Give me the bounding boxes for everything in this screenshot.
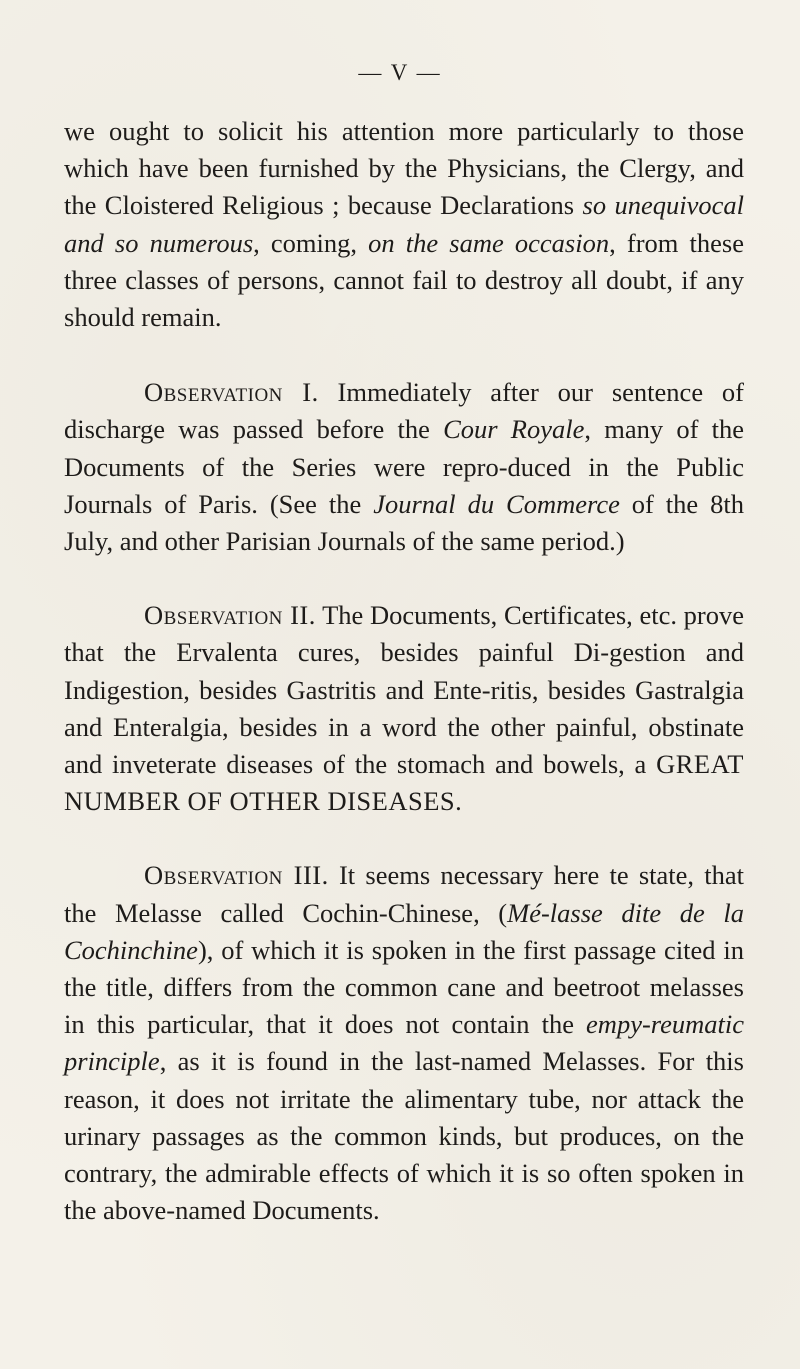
text-run: we ought to solicit his attention more particularly to those which have been furnished by the Physicians, the Clergy, and the Cloistered Religious ; because Declarations xyxy=(64,116,744,221)
emphasis-run: GREAT NUMBER OF OTHER DISEASES. xyxy=(64,749,744,817)
text-run: , coming, xyxy=(253,227,369,258)
paragraph-observation-3 xyxy=(64,857,744,1229)
page-number: — V — xyxy=(358,60,442,85)
observation-label: Observation III. xyxy=(144,860,329,891)
observation-label: Observation I. xyxy=(144,377,319,408)
text-run: Immediately after our sentence of discharge was passed before the xyxy=(64,377,744,445)
italic-run: Journal du Commerce xyxy=(373,488,620,519)
text-run: The Documents, Certificates, etc. prove that the Ervalenta cures, besides painful Di-gestion and Indigestion, besides Gastritis and Ente-ritis, besides Gastralgia and Enteralgia, besides in a word the other painful, obstinate and inveterate diseases of the stomach and bowels, a xyxy=(64,600,745,780)
italic-run: on the same occasion xyxy=(368,227,610,258)
italic-run: Mé-lasse dite de la Cochinchine xyxy=(64,897,745,965)
body-text xyxy=(64,113,744,1266)
paragraph-observation-1 xyxy=(64,374,744,560)
paragraph-intro xyxy=(64,113,744,336)
paragraph-observation-2 xyxy=(64,597,744,820)
text-run: , from these three classes of persons, cannot fail to destroy all doubt, if any should remain. xyxy=(64,227,744,333)
text-run: , as it is found in the last-named Melasses. For this reason, it does not irritate the alimentary tube, nor attack the urinary passages as the common kinds, but produces, on the contrary, the admirable effects of which it is so often spoken in the above-named Documents. xyxy=(64,1046,744,1226)
text-run: It seems necessary here te state, that the Melasse called Cochin-Chinese, ( xyxy=(64,860,744,928)
observation-label: Observation II. xyxy=(144,600,316,631)
italic-run: empy-reumatic principle xyxy=(64,1009,744,1077)
text-run: ), of which it is spoken in the first passage cited in the title, differs from the common cane and beetroot melasses in this particular, that it does not contain the xyxy=(64,934,744,1040)
text-run: of the 8th July, and other Parisian Journals of the same period.) xyxy=(64,488,744,557)
italic-run: Cour Royale xyxy=(443,414,585,445)
italic-run: so unequivocal and so numerous xyxy=(64,190,744,258)
text-run: , many of the Documents of the Series were repro-duced in the Public Journals of Paris. (See the xyxy=(64,414,745,519)
